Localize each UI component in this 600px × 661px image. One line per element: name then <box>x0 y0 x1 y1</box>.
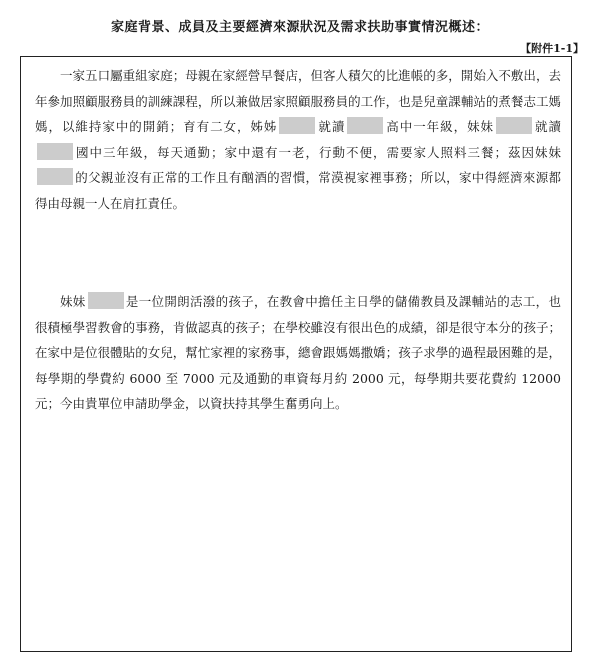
text-segment: 國中三年級，每天通勤；家中還有一老，行動不便，需要家人照料三餐；茲因妹妹 <box>75 144 561 160</box>
text-segment: 就讀 <box>317 119 346 135</box>
text-segment: 是一位開朗活潑的孩子，在教會中擔任主日學的儲備教員及課輔站的志工，也很積極學習教會的事務，肯做認真的孩子；在學校雖沒有很出色的成績，卻是很守本分的孩子；在家中是位很體貼的女兒，幫忙家裡的家務事，總會跟媽媽撒嬌；孩子求學的過程最困難的是，每學期的學費約 6000 至 7000 元及通勤的車資每月約 2000 元，每學期共要花費約 12000 元；今由貴單位申請助學金，以資扶持其學生奮勇向上。 <box>35 294 561 412</box>
attachment-label: 【附件1-1】 <box>520 42 584 55</box>
text-segment: 的父親並沒有正常的工作且有酗酒的習慣，常漠視家裡事務；所以，家中得經濟來源都得由母親一人在肩扛責任。 <box>35 170 561 211</box>
family-background-paragraph <box>35 63 561 217</box>
redacted-name <box>88 292 124 309</box>
document-title: 家庭背景、成員及主要經濟來源狀況及需求扶助事實情況概述： <box>110 20 489 35</box>
redacted-school <box>347 117 383 134</box>
redacted-name <box>279 117 315 134</box>
redacted-name <box>37 168 73 185</box>
student-description-paragraph <box>35 289 561 417</box>
redacted-name <box>496 117 532 134</box>
text-segment: 高中一年級，妹妹 <box>385 119 495 135</box>
text-segment: 妹妹 <box>60 294 86 309</box>
text-segment: 一家五口屬重組家庭；母親在家經營早餐店，但客人積欠的比進帳的多，開始入不敷出，去年參加照顧服務員的訓練課程，所以兼做居家照顧服務員的工作，也是兒童課輔站的煮餐志工媽媽，以維持家中的開銷；育有二女，姊姊 <box>35 68 561 135</box>
text-segment: 就讀 <box>534 119 561 135</box>
redacted-school <box>37 143 73 160</box>
content-frame <box>20 56 572 652</box>
